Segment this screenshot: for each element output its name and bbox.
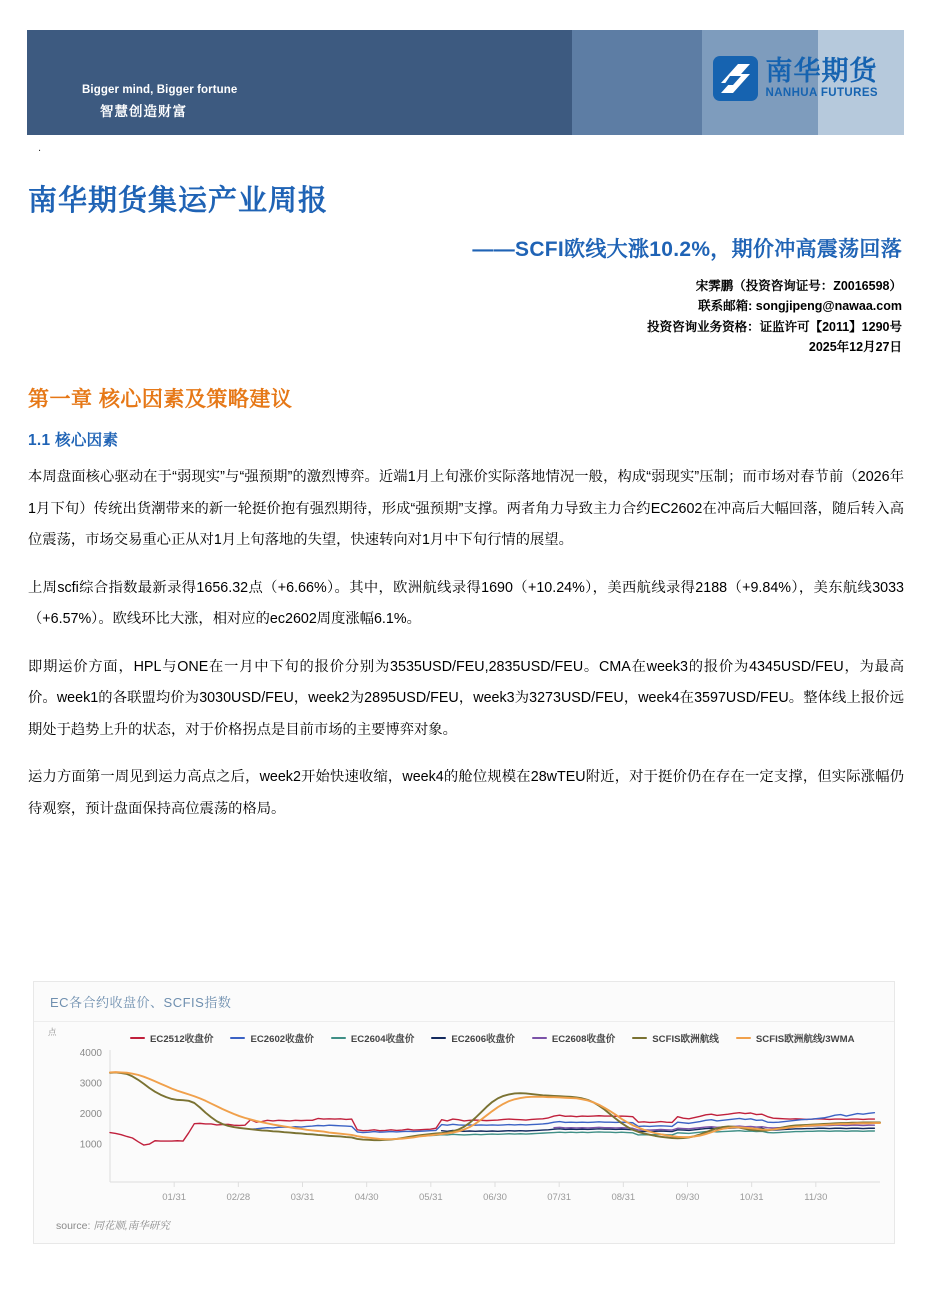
y-axis-tick: 4000	[79, 1048, 102, 1059]
nanhua-logo-icon	[713, 56, 758, 101]
logo-glyph-icon	[719, 62, 752, 95]
paragraph-4: 运力方面第一周见到运力高点之后，week2开始快速收缩，week4的舱位规模在28wTEU附近，对于挺价仍在存在一定支撑，但实际涨幅仍待观察，预计盘面保持高位震荡的格局。	[28, 769, 904, 817]
byline-date: 2025年12月27日	[808, 339, 902, 354]
chart-header	[34, 982, 894, 1022]
chart-source	[56, 1218, 170, 1233]
brand-tagline	[82, 82, 237, 121]
section-heading: 1.1 核心因素	[28, 432, 119, 449]
byline-email: 联系邮箱: songjipeng@nawaa.com	[698, 299, 902, 314]
chapter-heading: 第一章 核心因素及策略建议	[28, 388, 293, 411]
banner-band-2	[572, 30, 702, 135]
tagline-en: Bigger mind, Bigger fortune	[82, 84, 238, 96]
tagline-cn: 智慧创造财富	[100, 103, 187, 119]
legend-label: EC2512收盘价	[150, 1034, 214, 1045]
legend-label: SCFIS欧洲航线	[652, 1034, 719, 1045]
line-chart-svg	[34, 1022, 896, 1208]
header-banner	[27, 30, 904, 135]
x-axis-tick-label: 03/31	[290, 1192, 315, 1203]
legend-label: EC2604收盘价	[350, 1034, 415, 1045]
source-prefix: source:	[56, 1220, 91, 1232]
x-axis-tick-label: 07/31	[547, 1192, 572, 1203]
legend-label: EC2606收盘价	[451, 1034, 515, 1045]
chart-footer	[34, 1208, 894, 1243]
legend-label: SCFIS欧洲航线/3WMA	[755, 1034, 855, 1045]
logo-text-en: NANHUA FUTURES	[765, 86, 878, 99]
page-title: 南华期货集运产业周报	[28, 185, 329, 217]
byline	[647, 276, 902, 357]
y-axis-tick: 2000	[79, 1109, 102, 1120]
company-logo	[713, 56, 878, 101]
paragraph-3: 即期运价方面，HPL与ONE在一月中下旬的报价分别为3535USD/FEU,2835USD/FEU。CMA在week3的报价为4345USD/FEU，为最高价。week1的各联盟均价为3030USD/FEU，week2为2895USD/FEU，week3为3273USD/FEU，week4在3597USD/FEU。整体线上报价远期处于趋势上升的状态，对于价格拐点是目前市场的主要博弈对象。	[28, 658, 904, 738]
body-copy	[28, 462, 904, 841]
x-axis-tick-label: 11/30	[804, 1192, 828, 1203]
paragraph-2: 上周scfi综合指数最新录得1656.32点（+6.66%）。其中，欧洲航线录得1690（+10.24%），美西航线录得2188（+9.84%），美东航线3033（+6.57%）。欧线环比大涨，相对应的ec2602周度涨幅6.1%。	[28, 579, 904, 627]
chart-title: EC各合约收盘价、SCFIS指数	[50, 995, 232, 1010]
stray-period-mark: .	[38, 142, 42, 154]
x-axis-tick-label: 05/31	[418, 1192, 443, 1203]
x-axis-tick-label: 02/28	[226, 1192, 251, 1203]
x-axis-tick-label: 09/30	[675, 1192, 700, 1203]
y-axis-tick: 3000	[79, 1078, 102, 1090]
y-axis-unit: 点	[48, 1027, 57, 1037]
paragraph-1: 本周盘面核心驱动在于“弱现实”与“强预期”的激烈博弈。近端1月上旬涨价实际落地情况一般，构成“弱现实”压制；而市场对春节前（2026年1月下旬）传统出货潮带来的新一轮挺价抱有强烈期待，形成“强预期”支撑。两者角力导致主力合约EC2602在冲高后大幅回落，随后转入高位震荡，市场交易重心正从对1月上旬落地的失望，快速转向对1月中下旬行情的展望。	[28, 469, 904, 548]
source-value: 同花顺,南华研究	[93, 1220, 170, 1232]
x-axis-tick-label: 06/30	[483, 1192, 507, 1203]
logo-text-cn: 南华期货	[765, 55, 878, 86]
legend-label: EC2608收盘价	[551, 1034, 616, 1045]
byline-qualification: 投资咨询业务资格：证监许可【2011】1290号	[647, 319, 902, 334]
series-line-7	[110, 1072, 880, 1139]
page-subtitle: ——SCFI欧线大涨10.2%，期价冲高震荡回落	[472, 238, 902, 261]
chart-plot-area	[34, 1022, 894, 1208]
x-axis-tick-label: 04/30	[354, 1192, 379, 1203]
legend-label: EC2602收盘价	[250, 1034, 314, 1045]
x-axis-tick-label: 01/31	[162, 1192, 187, 1203]
logo-text	[765, 55, 878, 100]
chart-card	[33, 981, 895, 1244]
y-axis-tick: 1000	[79, 1139, 102, 1151]
byline-author: 宋霁鹏（投资咨询证号：Z0016598）	[695, 279, 902, 293]
x-axis-tick-label: 10/31	[739, 1192, 764, 1203]
x-axis-tick-label: 08/31	[611, 1192, 636, 1203]
